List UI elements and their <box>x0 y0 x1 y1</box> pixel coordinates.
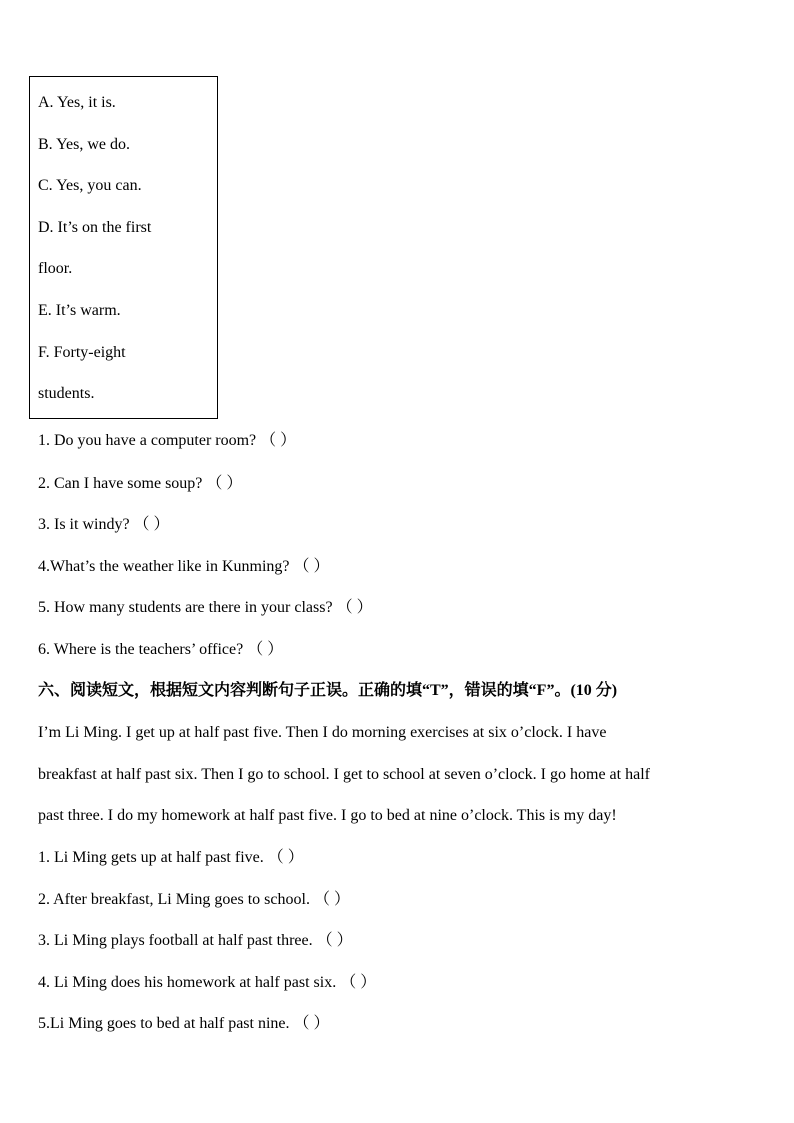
option-a: A. Yes, it is. <box>38 94 116 111</box>
answer-options-box <box>29 76 218 419</box>
statement-3: 3. Li Ming plays football at half past three. （ ） <box>38 932 353 949</box>
section-6-heading: 六、阅读短文，根据短文内容判断句子正误。正确的填“T”，错误的填“F”。(10 分) <box>38 682 618 699</box>
statement-5: 5.Li Ming goes to bed at half past nine. （ ） <box>38 1015 330 1032</box>
option-f-continued: students. <box>38 385 95 402</box>
statement-2: 2. After breakfast, Li Ming goes to school. （ ） <box>38 891 350 908</box>
option-c: C. Yes, you can. <box>38 177 142 194</box>
passage-line-2: breakfast at half past six. Then I go to school. I get to school at seven o’clock. I go home at half <box>38 766 650 783</box>
question-1: 1. Do you have a computer room? （ ） <box>38 432 297 449</box>
option-f: F. Forty-eight <box>38 344 126 361</box>
question-4: 4.What’s the weather like in Kunming? （ ） <box>38 558 330 575</box>
question-2: 2. Can I have some soup? （ ） <box>38 475 243 492</box>
question-3: 3. Is it windy? （ ） <box>38 516 170 533</box>
option-e: E. It’s warm. <box>38 302 121 319</box>
passage-line-3: past three. I do my homework at half past five. I go to bed at nine o’clock. This is my day! <box>38 807 617 824</box>
passage-line-1: I’m Li Ming. I get up at half past five. Then I do morning exercises at six o’clock. I have <box>38 724 607 741</box>
question-6: 6. Where is the teachers’ office? （ ） <box>38 641 284 658</box>
option-d-continued: floor. <box>38 260 73 277</box>
statement-1: 1. Li Ming gets up at half past five. （ ） <box>38 849 304 866</box>
option-b: B. Yes, we do. <box>38 136 131 153</box>
statement-4: 4. Li Ming does his homework at half past six. （ ） <box>38 974 377 991</box>
question-5: 5. How many students are there in your class? （ ） <box>38 599 373 616</box>
option-d: D. It’s on the first <box>38 219 152 236</box>
